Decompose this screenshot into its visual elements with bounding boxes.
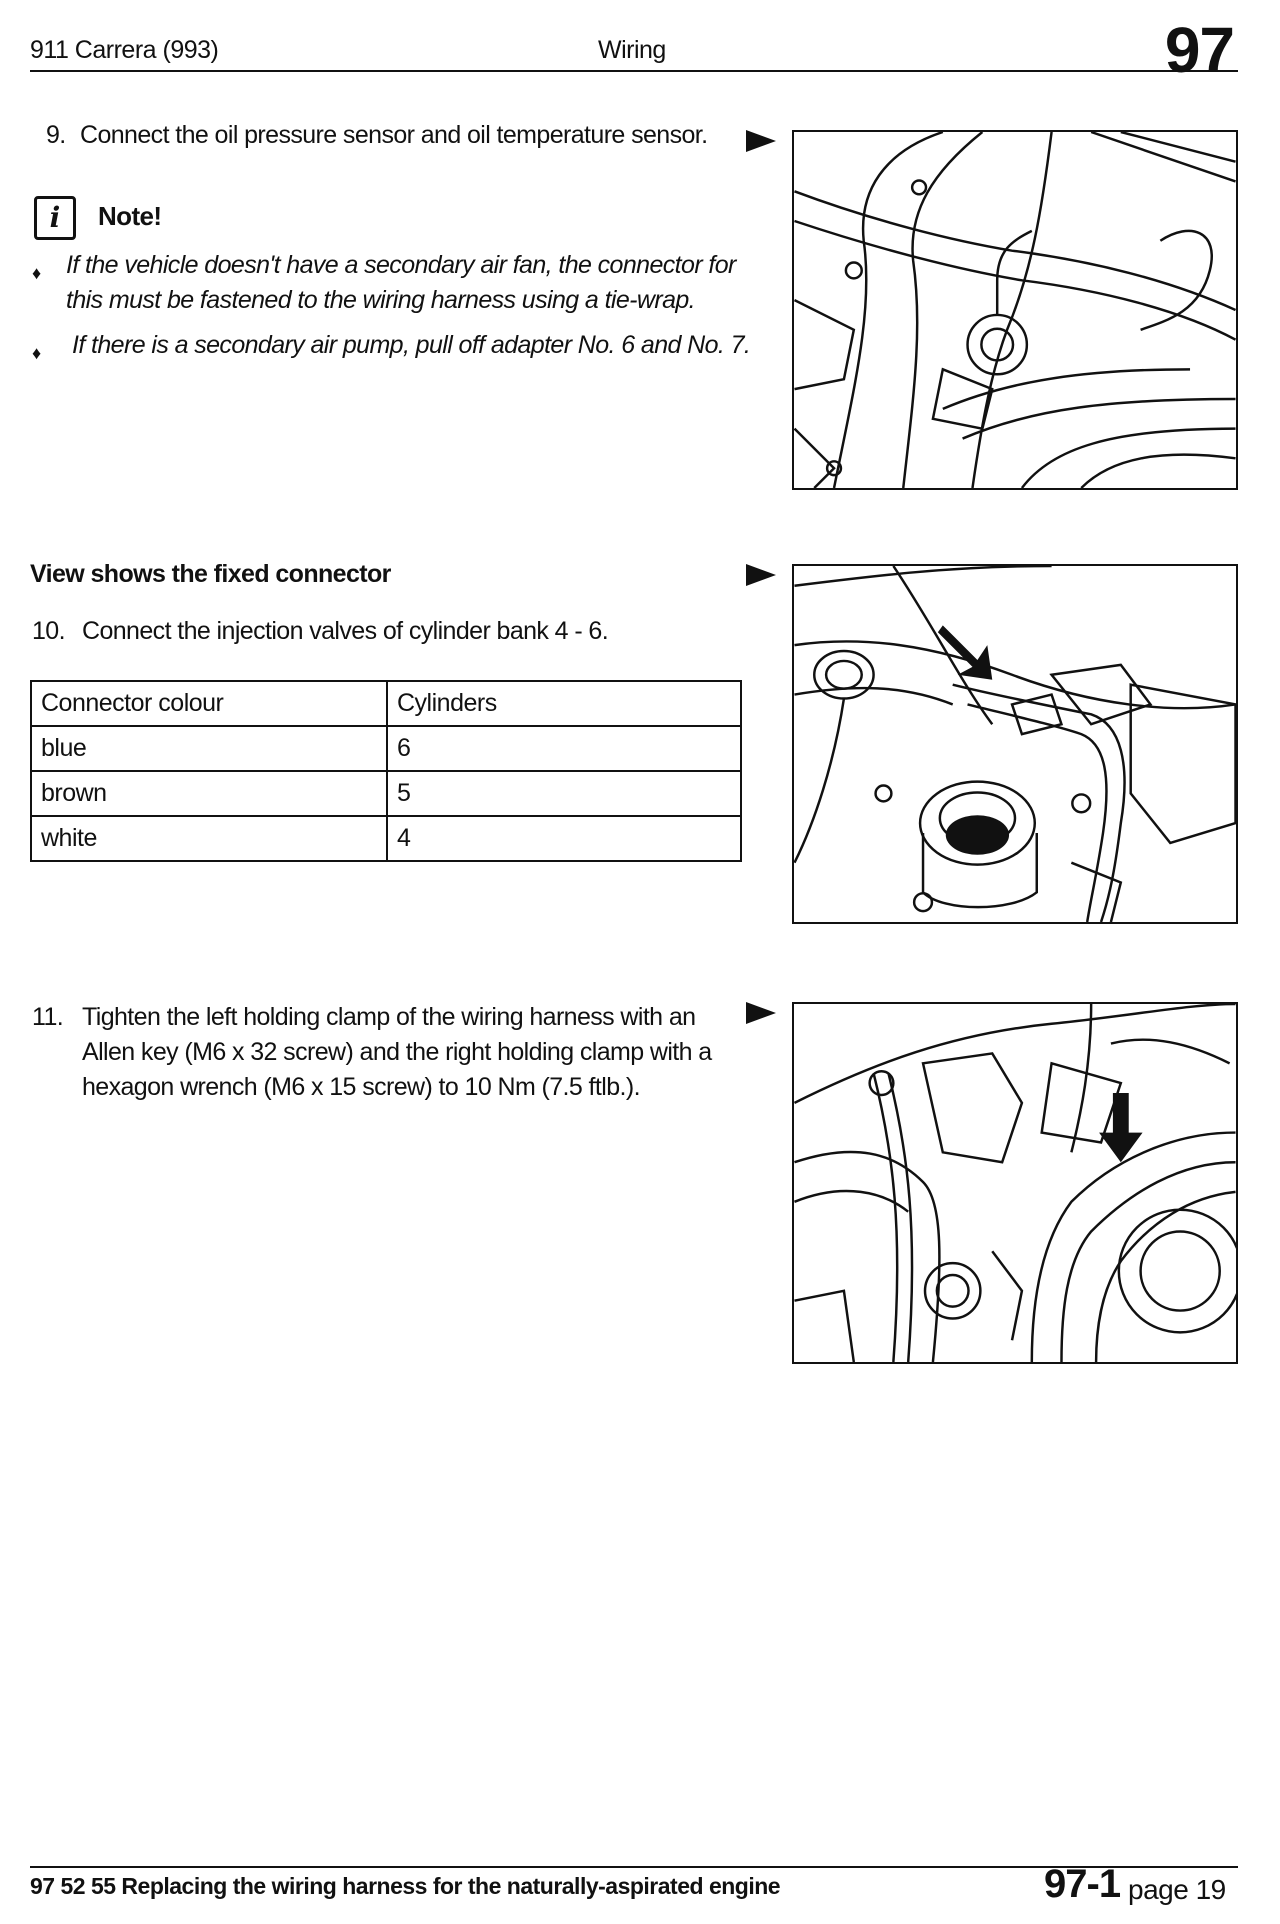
footer-section-code: 97-1 xyxy=(1044,1862,1121,1906)
engine-illustration-clamps xyxy=(794,1004,1236,1362)
table-row xyxy=(31,771,741,816)
info-icon: i xyxy=(34,196,76,240)
step-text: Connect the oil pressure sensor and oil temperature sensor. xyxy=(80,121,708,149)
figure-pointer-arrow-icon xyxy=(746,1002,776,1024)
step-9 xyxy=(46,118,766,158)
table-row xyxy=(31,816,741,861)
note-label: Note! xyxy=(98,201,162,231)
table-header-row xyxy=(31,681,741,726)
engine-illustration-oil-sensors xyxy=(794,132,1236,488)
table-header-cell: Connector colour xyxy=(31,681,387,726)
step-number: 9. xyxy=(46,121,66,149)
figure-pointer-arrow-icon xyxy=(746,564,776,586)
figure-fixed-connector xyxy=(792,564,1238,924)
step-number: 11. xyxy=(32,1003,64,1031)
table-cell: blue xyxy=(31,726,387,771)
model-title: 911 Carrera (993) xyxy=(30,36,219,64)
figure-holding-clamps xyxy=(792,1002,1238,1364)
view-subheading: View shows the fixed connector xyxy=(30,560,391,588)
table-row xyxy=(31,726,741,771)
note-bullet-1 xyxy=(32,248,772,320)
figure-oil-sensors xyxy=(792,130,1238,490)
section-title: Wiring xyxy=(598,36,666,64)
table-cell: 5 xyxy=(387,771,741,816)
step-number: 10. xyxy=(32,617,65,645)
step-10 xyxy=(32,614,752,654)
bullet-diamond-icon: ♦ xyxy=(32,343,41,363)
page-header xyxy=(30,14,1238,86)
engine-illustration-connector xyxy=(794,566,1236,922)
figure-pointer-arrow-icon xyxy=(746,130,776,152)
footer-page-number: page 19 xyxy=(1128,1874,1226,1905)
table-cell: 6 xyxy=(387,726,741,771)
table-header-cell: Cylinders xyxy=(387,681,741,726)
bullet-text: If the vehicle doesn't have a secondary air fan, the connector for this must be fastened to the wiring harness using a tie-wrap. xyxy=(66,251,736,314)
table-cell: brown xyxy=(31,771,387,816)
bullet-diamond-icon: ♦ xyxy=(32,263,41,283)
table-cell: 4 xyxy=(387,816,741,861)
note-bullet-2 xyxy=(32,328,772,400)
step-11 xyxy=(32,1000,752,1110)
bullet-text: If there is a secondary air pump, pull off adapter No. 6 and No. 7. xyxy=(72,331,751,359)
table-cell: white xyxy=(31,816,387,861)
step-text: Connect the injection valves of cylinder bank 4 - 6. xyxy=(82,617,609,645)
footer-title: 97 52 55 Replacing the wiring harness for the naturally-aspirated engine xyxy=(30,1873,781,1899)
group-number: 97 xyxy=(1164,14,1234,86)
step-text: Tighten the left holding clamp of the wiring harness with an Allen key (M6 x 32 screw) and the right holding clamp with a hexagon wrench (M6 x 15 screw) to 10 Nm (7.5 ftlb.). xyxy=(82,1003,712,1101)
connector-table xyxy=(30,680,742,862)
